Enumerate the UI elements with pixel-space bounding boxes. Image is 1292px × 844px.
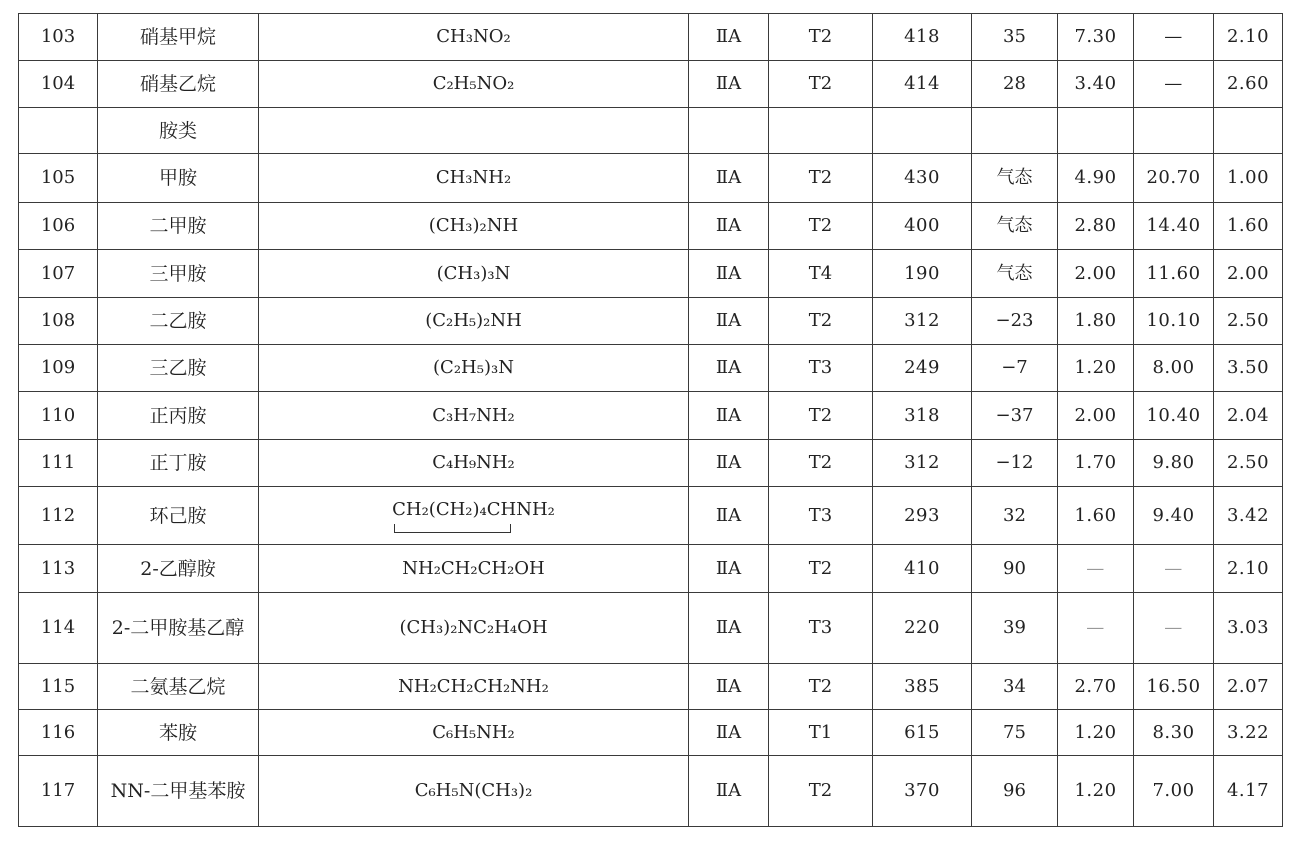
vapor-density-cell: 3.50 — [1214, 345, 1283, 392]
lower-limit-cell: 2.80 — [1058, 203, 1134, 250]
group-class-cell: ⅡA — [689, 392, 769, 440]
group-class-cell: ⅡA — [689, 487, 769, 545]
row-number-cell: 115 — [19, 664, 98, 710]
chemical-formula-cell — [259, 108, 689, 154]
temperature-class-cell: T2 — [769, 440, 873, 487]
group-class-cell: ⅡA — [689, 545, 769, 593]
group-class-cell: ⅡA — [689, 298, 769, 345]
vapor-density-cell: 2.10 — [1214, 545, 1283, 593]
table-row — [19, 487, 1283, 545]
row-number-cell: 109 — [19, 345, 98, 392]
substance-name-cell: 二氨基乙烷 — [98, 664, 259, 710]
row-number-cell: 114 — [19, 593, 98, 664]
table-row — [19, 593, 1283, 664]
substance-name-cell: 二乙胺 — [98, 298, 259, 345]
ignition-temperature-cell: 418 — [873, 14, 972, 61]
upper-limit-cell: — — [1134, 593, 1214, 664]
chemical-formula-cell: C₂H₅NO₂ — [259, 61, 689, 108]
vapor-density-cell: 3.03 — [1214, 593, 1283, 664]
group-class-cell — [689, 108, 769, 154]
row-number-cell: 110 — [19, 392, 98, 440]
ignition-temperature-cell: 249 — [873, 345, 972, 392]
group-class-cell: ⅡA — [689, 756, 769, 827]
table-row — [19, 108, 1283, 154]
ignition-temperature-cell: 370 — [873, 756, 972, 827]
chemical-formula-cell — [259, 487, 689, 545]
group-class-cell: ⅡA — [689, 14, 769, 61]
flash-point-cell: 39 — [972, 593, 1058, 664]
temperature-class-cell: T2 — [769, 154, 873, 203]
upper-limit-cell: 11.60 — [1134, 250, 1214, 298]
lower-limit-cell: 1.60 — [1058, 487, 1134, 545]
flash-point-cell: −12 — [972, 440, 1058, 487]
upper-limit-cell: — — [1134, 14, 1214, 61]
row-number-cell: 105 — [19, 154, 98, 203]
lower-limit-cell: 2.00 — [1058, 250, 1134, 298]
upper-limit-cell: 7.00 — [1134, 756, 1214, 827]
table-body — [19, 14, 1283, 827]
lower-limit-cell: 1.20 — [1058, 345, 1134, 392]
ignition-temperature-cell: 220 — [873, 593, 972, 664]
chemical-formula-cell: NH₂CH₂CH₂OH — [259, 545, 689, 593]
flash-point-cell: 75 — [972, 710, 1058, 756]
row-number-cell: 103 — [19, 14, 98, 61]
lower-limit-cell: 1.20 — [1058, 756, 1134, 827]
vapor-density-cell: 1.60 — [1214, 203, 1283, 250]
group-class-cell: ⅡA — [689, 345, 769, 392]
flash-point-cell: 气态 — [972, 154, 1058, 203]
substance-name-cell: 二甲胺 — [98, 203, 259, 250]
temperature-class-cell: T2 — [769, 756, 873, 827]
lower-limit-cell: 1.70 — [1058, 440, 1134, 487]
substance-name-cell: 正丁胺 — [98, 440, 259, 487]
temperature-class-cell: T4 — [769, 250, 873, 298]
row-number-cell: 106 — [19, 203, 98, 250]
table-row — [19, 392, 1283, 440]
ignition-temperature-cell: 385 — [873, 664, 972, 710]
substance-name-cell: 2-乙醇胺 — [98, 545, 259, 593]
upper-limit-cell: 14.40 — [1134, 203, 1214, 250]
substance-name-cell: 正丙胺 — [98, 392, 259, 440]
row-number-cell — [19, 108, 98, 154]
group-class-cell: ⅡA — [689, 61, 769, 108]
chemical-formula-cell: CH₃NO₂ — [259, 14, 689, 61]
ring-formula — [392, 499, 555, 533]
group-class-cell: ⅡA — [689, 440, 769, 487]
lower-limit-cell: 7.30 — [1058, 14, 1134, 61]
vapor-density-cell: 4.17 — [1214, 756, 1283, 827]
table-row — [19, 250, 1283, 298]
ignition-temperature-cell: 190 — [873, 250, 972, 298]
upper-limit-cell: 9.80 — [1134, 440, 1214, 487]
substance-name-cell: 硝基甲烷 — [98, 14, 259, 61]
chemical-formula-cell: C₆H₅N(CH₃)₂ — [259, 756, 689, 827]
row-number-cell: 108 — [19, 298, 98, 345]
chemical-formula-cell: (CH₃)₂NH — [259, 203, 689, 250]
temperature-class-cell: T2 — [769, 664, 873, 710]
chemical-formula-cell: NH₂CH₂CH₂NH₂ — [259, 664, 689, 710]
vapor-density-cell: 2.00 — [1214, 250, 1283, 298]
lower-limit-cell: 1.80 — [1058, 298, 1134, 345]
substance-name-cell: 胺类 — [98, 108, 259, 154]
flash-point-cell: 90 — [972, 545, 1058, 593]
lower-limit-cell: 1.20 — [1058, 710, 1134, 756]
ignition-temperature-cell: 414 — [873, 61, 972, 108]
substance-name-cell: 2-二甲胺基乙醇 — [98, 593, 259, 664]
temperature-class-cell: T2 — [769, 203, 873, 250]
flash-point-cell: 气态 — [972, 250, 1058, 298]
lower-limit-cell — [1058, 108, 1134, 154]
flash-point-cell: 34 — [972, 664, 1058, 710]
table-row — [19, 14, 1283, 61]
chemical-formula-cell: (CH₃)₂NC₂H₄OH — [259, 593, 689, 664]
table-row — [19, 756, 1283, 827]
temperature-class-cell: T3 — [769, 345, 873, 392]
substance-name-cell: 硝基乙烷 — [98, 61, 259, 108]
lower-limit-cell: 4.90 — [1058, 154, 1134, 203]
ignition-temperature-cell: 400 — [873, 203, 972, 250]
chemical-formula-cell: (CH₃)₃N — [259, 250, 689, 298]
row-number-cell: 112 — [19, 487, 98, 545]
lower-limit-cell: 2.70 — [1058, 664, 1134, 710]
table-row — [19, 440, 1283, 487]
chemical-formula-cell: (C₂H₅)₃N — [259, 345, 689, 392]
chemical-formula-cell: C₄H₉NH₂ — [259, 440, 689, 487]
temperature-class-cell: T3 — [769, 487, 873, 545]
ignition-temperature-cell — [873, 108, 972, 154]
temperature-class-cell: T1 — [769, 710, 873, 756]
row-number-cell: 104 — [19, 61, 98, 108]
chemical-formula-cell: (C₂H₅)₂NH — [259, 298, 689, 345]
vapor-density-cell — [1214, 108, 1283, 154]
table-row — [19, 203, 1283, 250]
upper-limit-cell: — — [1134, 545, 1214, 593]
ignition-temperature-cell: 312 — [873, 298, 972, 345]
temperature-class-cell: T2 — [769, 61, 873, 108]
upper-limit-cell: 20.70 — [1134, 154, 1214, 203]
temperature-class-cell — [769, 108, 873, 154]
table-row — [19, 298, 1283, 345]
upper-limit-cell: 8.00 — [1134, 345, 1214, 392]
ignition-temperature-cell: 410 — [873, 545, 972, 593]
substance-name-cell: 三甲胺 — [98, 250, 259, 298]
vapor-density-cell: 1.00 — [1214, 154, 1283, 203]
vapor-density-cell: 2.10 — [1214, 14, 1283, 61]
table-row — [19, 710, 1283, 756]
substance-name-cell: 甲胺 — [98, 154, 259, 203]
vapor-density-cell: 3.22 — [1214, 710, 1283, 756]
lower-limit-cell: 3.40 — [1058, 61, 1134, 108]
upper-limit-cell: 8.30 — [1134, 710, 1214, 756]
table-row — [19, 154, 1283, 203]
upper-limit-cell: 10.10 — [1134, 298, 1214, 345]
upper-limit-cell: — — [1134, 61, 1214, 108]
group-class-cell: ⅡA — [689, 250, 769, 298]
flash-point-cell: −37 — [972, 392, 1058, 440]
table-row — [19, 664, 1283, 710]
ignition-temperature-cell: 312 — [873, 440, 972, 487]
vapor-density-cell: 2.07 — [1214, 664, 1283, 710]
substance-name-cell: 三乙胺 — [98, 345, 259, 392]
row-number-cell: 113 — [19, 545, 98, 593]
ignition-temperature-cell: 430 — [873, 154, 972, 203]
lower-limit-cell: 2.00 — [1058, 392, 1134, 440]
substance-name-cell: NN-二甲基苯胺 — [98, 756, 259, 827]
ring-bond-bracket — [394, 524, 511, 533]
flash-point-cell: −7 — [972, 345, 1058, 392]
flash-point-cell — [972, 108, 1058, 154]
row-number-cell: 111 — [19, 440, 98, 487]
vapor-density-cell: 2.60 — [1214, 61, 1283, 108]
lower-limit-cell: — — [1058, 545, 1134, 593]
flash-point-cell: 气态 — [972, 203, 1058, 250]
flash-point-cell: 96 — [972, 756, 1058, 827]
table-row — [19, 345, 1283, 392]
row-number-cell: 117 — [19, 756, 98, 827]
substance-name-cell: 环己胺 — [98, 487, 259, 545]
group-class-cell: ⅡA — [689, 154, 769, 203]
flash-point-cell: −23 — [972, 298, 1058, 345]
vapor-density-cell: 2.04 — [1214, 392, 1283, 440]
upper-limit-cell: 10.40 — [1134, 392, 1214, 440]
chemical-formula-cell: C₃H₇NH₂ — [259, 392, 689, 440]
ignition-temperature-cell: 615 — [873, 710, 972, 756]
flash-point-cell: 28 — [972, 61, 1058, 108]
chemical-properties-table — [18, 13, 1283, 827]
upper-limit-cell — [1134, 108, 1214, 154]
ignition-temperature-cell: 318 — [873, 392, 972, 440]
temperature-class-cell: T2 — [769, 298, 873, 345]
row-number-cell: 116 — [19, 710, 98, 756]
flash-point-cell: 32 — [972, 487, 1058, 545]
group-class-cell: ⅡA — [689, 664, 769, 710]
chemical-formula-cell: C₆H₅NH₂ — [259, 710, 689, 756]
flash-point-cell: 35 — [972, 14, 1058, 61]
lower-limit-cell: — — [1058, 593, 1134, 664]
vapor-density-cell: 3.42 — [1214, 487, 1283, 545]
ring-formula-text: CH₂(CH₂)₄CHNH₂ — [392, 498, 555, 520]
temperature-class-cell: T2 — [769, 392, 873, 440]
group-class-cell: ⅡA — [689, 710, 769, 756]
group-class-cell: ⅡA — [689, 593, 769, 664]
ignition-temperature-cell: 293 — [873, 487, 972, 545]
temperature-class-cell: T2 — [769, 14, 873, 61]
vapor-density-cell: 2.50 — [1214, 440, 1283, 487]
group-class-cell: ⅡA — [689, 203, 769, 250]
upper-limit-cell: 16.50 — [1134, 664, 1214, 710]
temperature-class-cell: T2 — [769, 545, 873, 593]
substance-name-cell: 苯胺 — [98, 710, 259, 756]
table-row — [19, 61, 1283, 108]
table-row — [19, 545, 1283, 593]
chemical-formula-cell: CH₃NH₂ — [259, 154, 689, 203]
upper-limit-cell: 9.40 — [1134, 487, 1214, 545]
temperature-class-cell: T3 — [769, 593, 873, 664]
row-number-cell: 107 — [19, 250, 98, 298]
vapor-density-cell: 2.50 — [1214, 298, 1283, 345]
